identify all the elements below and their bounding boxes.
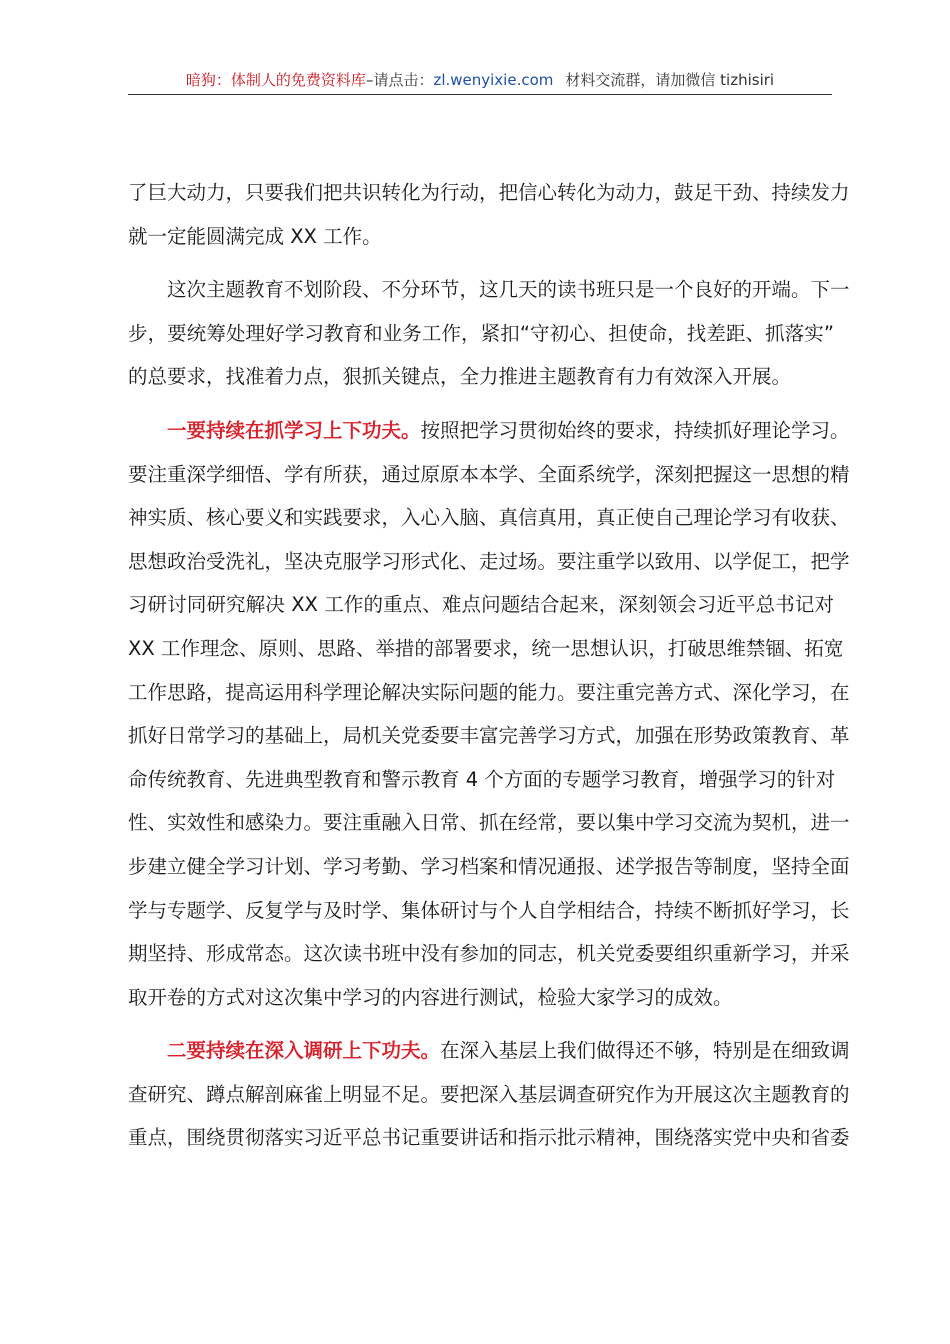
text-line: 性、实效性和感染力。要注重融入日常、抓在经常，要以集中学习交流为契机，进一	[128, 811, 850, 835]
text-line: 的总要求，找准着力点，狠抓关键点，全力推进主题教育有力有效深入开展。	[128, 365, 792, 389]
text-line	[128, 1029, 850, 1073]
text-line: 这次主题教育不划阶段、不分环节，这几天的读书班只是一个良好的开端。下一	[167, 278, 850, 302]
text-line: 步建立健全学习计划、学习考勤、学习档案和情况通报、述学报告等制度，坚持全面	[128, 854, 850, 878]
page-header	[128, 66, 832, 95]
text-line: 步，要统筹处理好学习教育和业务工作，紧扣“守初心、担使命，找差距、抓落实”	[128, 321, 834, 345]
text-line: 习研讨同研究解决 XX 工作的重点、难点问题结合起来，深刻领会习近平总书记对	[128, 593, 834, 617]
text-line: 学与专题学、反复学与及时学、集体研讨与个人自学相结合，持续不断抓好学习，长	[128, 898, 850, 922]
text-line: 命传统教育、先进典型教育和警示教育 4 个方面的专题学习教育，增强学习的针对	[128, 767, 836, 791]
text-line: 思想政治受洗礼，坚决克服学习形式化、走过场。要注重学以致用、以学促工，把学	[128, 549, 850, 573]
text-run: 在深入基层上我们做得还不够，特别是在细致调	[440, 1039, 850, 1063]
paragraph-1	[128, 171, 850, 258]
header-group-text: 材料交流群，请加微信 tizhisiri	[565, 71, 775, 89]
document-body	[128, 171, 850, 1160]
paragraph-2	[128, 268, 850, 399]
text-run: 按照把学习贯彻始终的要求，持续抓好理论学习。	[420, 418, 850, 442]
text-line: 期坚持、形成常态。这次读书班中没有参加的同志，机关党委要组织重新学习，并采	[128, 942, 850, 966]
text-line: 取开卷的方式对这次集中学习的内容进行测试，检验大家学习的成效。	[128, 985, 733, 1009]
text-line: 了巨大动力，只要我们把共识转化为行动，把信心转化为动力，鼓足干劲、持续发力	[128, 181, 850, 204]
text-line: 要注重深学细悟、学有所获，通过原原本本学、全面系统学，深刻把握这一思想的精	[128, 462, 850, 486]
text-line: 查研究、蹲点解剖麻雀上明显不足。要把深入基层调查研究作为开展这次主题教育的	[128, 1082, 850, 1106]
header-site-name: 暗狗：体制人的免费资料库	[185, 71, 366, 89]
section-heading-1: 一要持续在抓学习上下功夫。	[167, 418, 421, 442]
paragraph-3	[128, 409, 850, 1019]
text-line: 抓好日常学习的基础上，局机关党委要丰富完善学习方式，加强在形势政策教育、革	[128, 724, 850, 748]
text-line: 神实质、核心要义和实践要求，入心入脑、真信真用，真正使自己理论学习有收获、	[128, 506, 850, 530]
text-line: XX 工作理念、原则、思路、举措的部署要求，统一思想认识，打破思维禁锢、拓宽	[128, 636, 844, 660]
header-click-prompt: –请点击：	[365, 71, 434, 89]
section-heading-2: 二要持续在深入调研上下功夫。	[167, 1039, 441, 1063]
text-line: 就一定能圆满完成 XX 工作。	[128, 224, 382, 248]
text-line: 重点，围绕贯彻落实习近平总书记重要讲话和指示批示精神，围绕落实党中央和省委	[128, 1126, 850, 1150]
text-line	[128, 409, 850, 453]
text-line: 工作思路，提高运用科学理论解决实际问题的能力。要注重完善方式、深化学习，在	[128, 680, 850, 704]
header-url-link[interactable]: zl.wenyixie.com	[433, 71, 554, 89]
paragraph-4	[128, 1029, 850, 1160]
